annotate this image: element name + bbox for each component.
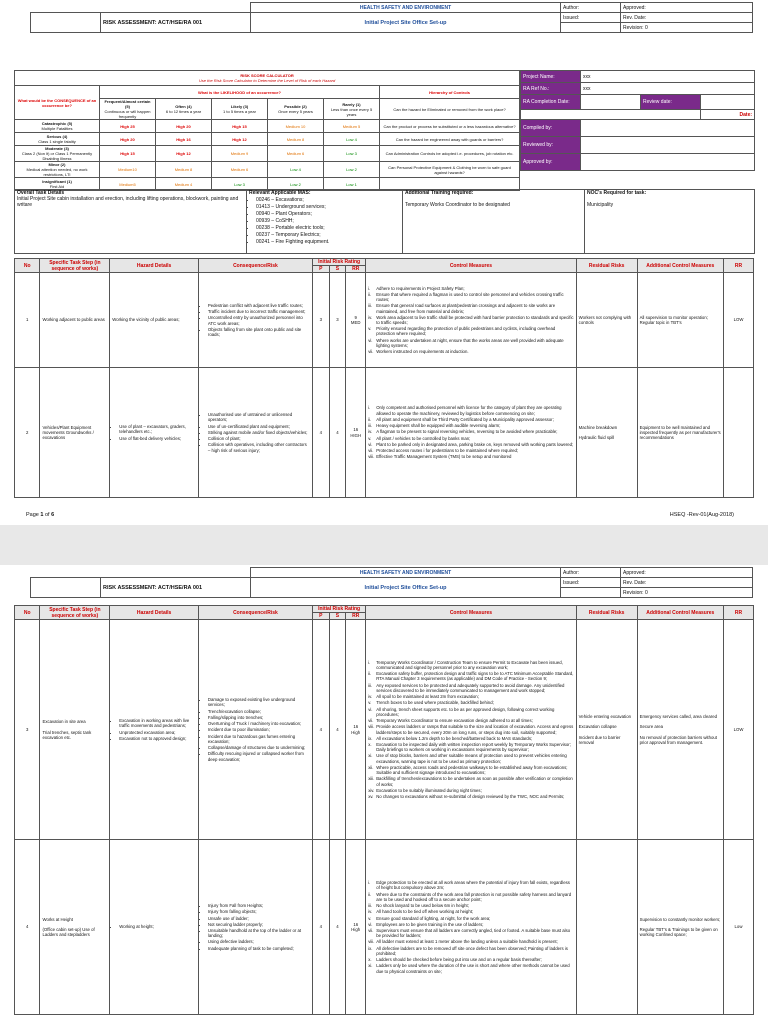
consequence-item: • Injury from falling objects; <box>208 909 310 914</box>
consequence-item: • Using defective ladders; <box>208 939 310 944</box>
consequence-item: • Injury from Fall from Heights; <box>208 903 310 908</box>
hazard-item: • Use of plant – excavators, graders, telehandlers etc.; <box>119 424 196 434</box>
likelihood-col-1: Rarely (1) Less than once every 5 years <box>324 99 380 120</box>
training-text: Temporary Works Coordinator to be designated <box>405 202 510 208</box>
author-label: Author: <box>561 3 621 13</box>
row-number: 4 <box>15 840 40 1015</box>
project-name-value: xxx <box>581 71 755 83</box>
mas-item: • 00939 – CoSHH; <box>256 218 400 224</box>
additional-controls: Equipment to be well maintained and inspected frequently as per manufacturer's recommendations <box>637 368 723 498</box>
control-item: ii. Where due to the constraints of the work area fall protection is not possible safety harness and lanyard are to be used and hooked off to a secure anchor point; <box>368 891 572 902</box>
hierarchy-control: Can Personal Protective Equipment & Clothing be worn to safe guard against hazards? <box>380 162 520 178</box>
risk-score-cell: Low 1 <box>324 178 380 191</box>
control-item: iv. A flagman to be present to signal reversing vehicles, reversing to be avoided where practicable; <box>368 429 558 435</box>
risk-score-cell: Medium 4 <box>156 178 212 191</box>
consequence-item: • Difficulty rescuing injured or collapsed worker from deep excavation; <box>208 751 310 761</box>
control-item: xii. Where practicable, access roads and pedestrian walkways to be established away from excavations; Suitable and sufficient signage introduced to excavations; <box>368 764 568 776</box>
mas-item: • 00241 – Fire Fighting equipment. <box>256 239 400 245</box>
severity: 4 <box>329 620 346 840</box>
control-item: v. Trench boxes to be used where practicable, backfilled behind; <box>368 700 494 706</box>
consequence-level: Insignificant (1) First Aid <box>15 178 100 191</box>
col-consequence: Consequence/Risk <box>198 259 312 273</box>
row-number: 3 <box>15 620 40 840</box>
consequence-item: • Unsafe use of ladder; <box>208 916 310 921</box>
col-no-2: No <box>15 606 40 620</box>
issued-label: Issued: <box>561 13 621 23</box>
ra-completion-label: RA Completion Date: <box>521 95 581 110</box>
risk-score-cell: Medium5 <box>100 178 156 191</box>
risk-score-cell: Medium10 <box>100 162 156 178</box>
hierarchy-title: Hierarchy of Controls <box>380 86 520 99</box>
consequence-level: Minor (2) Medical attention needed, no work restrictions, LTI <box>15 162 100 178</box>
control-measures <box>366 273 576 368</box>
col-rr-final: RR <box>724 259 754 273</box>
additional-controls: Supervision to constantly monitor workers; Regular TBT's & Trainings to be given on working Confined space; <box>637 840 723 1015</box>
consequence-item: • Damage to exposed existing live underground services; <box>208 697 310 707</box>
control-item: ix. All defective ladders are to be removed off site once defect has been observed; Painting of ladders is prohibited; <box>368 945 568 956</box>
rev-date-label-2: Rev. Date: <box>621 578 753 588</box>
likelihood-col-4: Often (4) 6 to 12 times a year <box>156 99 212 120</box>
control-item: v. All plant / vehicles to be controlled by banks man; <box>368 435 471 441</box>
hazard-item: • Working at height; <box>119 924 196 929</box>
control-item: x. Ladders should be checked before being put into use and on a regular basis thereafter; <box>368 957 542 963</box>
risk-score-cell: Medium 6 <box>268 146 324 162</box>
control-item: iii. Heavy equipment shall be equipped with audible reversing alarm; <box>368 423 501 429</box>
hazard-details <box>110 620 199 840</box>
ra-ref-label: RA Ref No.: <box>521 83 581 95</box>
calculator-subtitle: Use the Risk Score Calculator to Determine the Level of Risk of each Hazard <box>198 78 336 83</box>
likelihood-col-3: Likely (3) 1 to 5 times a year <box>212 99 268 120</box>
consequence-item: • Use of un-certificated plant and equipment; <box>208 424 310 429</box>
page-2 <box>0 565 768 1024</box>
date-label: Date: <box>701 110 755 120</box>
control-item: vi. Employees are to be given training in the use of ladders; <box>368 921 484 927</box>
risk-table-page-1 <box>14 258 754 498</box>
mas-list <box>249 197 400 245</box>
col-additional: Additional Control Measures <box>637 259 723 273</box>
risk-score-cell: Low 3 <box>212 178 268 191</box>
risk-score-calculator <box>14 70 520 191</box>
severity: 4 <box>329 368 346 498</box>
calculator-title: RISK SCORE CALCULATOR <box>240 72 294 78</box>
consequence-item: • Incident due to hazardous gas fumes entering excavation; <box>208 734 310 744</box>
training-label: Additional Training required: <box>405 190 474 196</box>
control-item: v. Priority ensured regarding the protection of public pedestrians and cyclists, including overhead protection where required; <box>368 326 556 337</box>
hierarchy-control: Can the product or process be substituted or a less hazardous alternative? <box>380 120 520 133</box>
severity: 4 <box>329 840 346 1015</box>
risk-score-cell: Low 2 <box>324 162 380 178</box>
control-item: vi. Where works are undertaken at night, ensure that the works areas are well provided with adequate lighting systems; <box>368 337 564 348</box>
overall-task-text: Initial Project Site cabin installation and erection, including lifting operations, blockwork, painting and writare <box>17 196 239 208</box>
risk-rating: 9 MED <box>346 273 366 368</box>
approved-label-2: Approved: <box>621 568 753 578</box>
hierarchy-eliminate: Can the hazard be Eliminated or removed from the work place? <box>380 99 520 120</box>
risk-row <box>15 368 754 498</box>
control-item: iv. Work area adjacent to live traffic shall be protected with hard barrier protection to standards and specific to traffic speeds; <box>368 314 574 325</box>
page-footer-right: HSEQ -Rev-01(Aug-2018) <box>669 512 734 518</box>
control-item: i. Temporary Works Coordinator / Construction Team to ensure Permit to Excavate has been issued, communicated and signed by personnel prior to any excavation work; <box>368 659 563 670</box>
consequence-item: • Trench/excavation collapse; <box>208 709 310 714</box>
risk-score-cell: Medium 6 <box>212 162 268 178</box>
control-item: xi. Ladders only be used where the duration of the use is short and where other methods cannot be used due to physical constraints on site; <box>368 963 570 974</box>
risk-score-cell: High 16 <box>156 133 212 146</box>
control-item: x. Excavation to be inspected daily with written inspection report weekly by Temporary Works Supervisor; Daily briefings to workers on working in excavations requirements by supervisor; <box>368 741 571 753</box>
control-item: ix. All excavations below 1.2m depth to be benched/battered back to MAS standards; <box>368 735 533 741</box>
col-rr: RR <box>346 266 366 273</box>
hazard-item: • Excavation not to approved design; <box>119 736 196 741</box>
risk-row <box>15 840 754 1015</box>
col-s: S <box>329 266 346 273</box>
task-step: Excavation in site area Trial trenches, septic tank excavation etc. <box>40 620 110 840</box>
consequence-item: • Collapse/damage of structures due to undermining; <box>208 745 310 750</box>
calculator-row <box>15 133 520 146</box>
page-footer-left: Page 1 of 6 <box>26 512 55 518</box>
ra-ref-value: xxx <box>581 83 755 95</box>
control-item: viii. Effective Traffic Management System (TMS) to be setup and monitored <box>368 454 512 460</box>
control-item: ii. Ensure that where required a flagman is used to control site personnel and vehicles crossing traffic routes; <box>368 291 564 303</box>
col-initial-rating: Initial Risk Rating <box>313 259 366 266</box>
hazard-details <box>110 368 199 498</box>
consequence-item: • Inadequate planning of task to be completed; <box>208 946 310 951</box>
probability: 3 <box>313 273 330 368</box>
consequence-item: • Objects falling from site plant onto public and site roads; <box>208 327 310 337</box>
hazard-details <box>110 840 199 1015</box>
task-step: Works at Height (Office cabin set-up) Use of Ladders and stepladders <box>40 840 110 1015</box>
consequence-question: What would be the CONSEQUENCE of an occurrence be? <box>15 86 100 120</box>
control-item: xi. Use of stop blocks, barriers and other suitable means of protection used to prevent vehicles entering excavations, warning tape is not to be used as primary protection; <box>368 753 567 764</box>
risk-score-cell: Low 3 <box>324 146 380 162</box>
consequence-item: • Striking against mobile and/or fixed objects/vehicles; <box>208 430 310 435</box>
mas-item: • 00237 – Temporary Electrics; <box>256 232 400 238</box>
mas-item: • 00238 – Portable electric tools; <box>256 225 400 231</box>
col-initial-rating-2: Initial Risk Rating <box>313 606 366 613</box>
rev-date-label: Rev. Date: <box>621 13 753 23</box>
control-item: iii. Any exposed services to be protected and adequately supported to avoid damage. Any unidentified services discovered to be immediately communicated to management and work stopped; <box>368 682 565 693</box>
control-item: vii. Protected access routes i for pedestrians to be maintained where required; <box>368 448 519 454</box>
author-label-2: Author: <box>561 568 621 578</box>
consequence-item: • Not securing ladder properly; <box>208 922 310 927</box>
approved-label: Approved: <box>621 3 753 13</box>
consequence-risk <box>198 620 312 840</box>
control-item: vii. Supervisors must ensure that all ladders are correctly angled, tied or footed. A suitable base must also be provided for ladders; <box>368 928 571 939</box>
noc-label: NOC's Required for task: <box>587 190 647 196</box>
consequence-item: • Uncontrolled entry by unauthorized personnel into ATC work areas; <box>208 315 310 325</box>
consequence-risk <box>198 840 312 1015</box>
final-risk-rating: Low <box>724 840 754 1015</box>
col-consequence-2: Consequence/Risk <box>198 606 312 620</box>
consequence-item: • Falling/slipping into trenches; <box>208 715 310 720</box>
control-item: xiii. Backfilling of trenches/excavations to be undertaken as soon as possible after verification or completion of works; <box>368 776 573 787</box>
control-item: vi. Plant to be parked only in designated area, parking brake on, keys removed with working parts lowered; <box>368 441 574 447</box>
control-item: i. Adhere to requirements in Project Safety Plan; <box>368 285 465 291</box>
control-item: iv. All hand tools to be tied off when working at height; <box>368 909 474 915</box>
final-risk-rating: LOW <box>724 273 754 368</box>
control-item: xiv. Excavation to be suitably illuminated during night times; <box>368 787 482 793</box>
col-rr-2: RR <box>346 613 366 620</box>
col-rr-final-2: RR <box>724 606 754 620</box>
consequence-level: Moderate (3) Class 2 (Non lt) or Class 1 Permanently Disabling Illness <box>15 146 100 162</box>
risk-score-cell: Low 4 <box>268 162 324 178</box>
additional-controls: All supervision to monitor operation; Regular topic in TBT's <box>637 273 723 368</box>
risk-score-cell: High 25 <box>100 120 156 133</box>
col-control-2: Control Measures <box>366 606 576 620</box>
risk-score-cell: High 15 <box>100 146 156 162</box>
mas-label: Relevant Applicable MAS: <box>249 190 311 196</box>
control-item: iii. No shock lanyard to be used below 6m in height; <box>368 903 469 909</box>
task-step: Vehicles/Plant Equipment movements Groundworks / excavations <box>40 368 110 498</box>
row-number: 2 <box>15 368 40 498</box>
project-info <box>520 70 755 171</box>
residual-risks: Vehicle entering excavation Excavation collapse Incident due to barrier removal <box>576 620 637 840</box>
control-item: ii. All plant and equipment shall be Third Party Certificated by a Municipality approved assessor; <box>368 416 554 422</box>
control-item: vii. Workers instructed on requirements at induction. <box>368 349 469 355</box>
control-item: iv. All spoil to be maintained at least 2m from excavation; <box>368 694 479 700</box>
residual-risks: Workers not complying with controls <box>576 273 637 368</box>
risk-score-cell: Medium 10 <box>268 120 324 133</box>
consequence-item: • Unauthorised use of untrained or unlicensed operators; <box>208 412 310 422</box>
consequence-item: • Incident due to poor illumination; <box>208 727 310 732</box>
severity: 3 <box>329 273 346 368</box>
mas-item: • 00246 – Excavations; <box>256 197 400 203</box>
likelihood-question: What is the LIKELIHOOD of an occurrence? <box>100 86 380 99</box>
col-residual-2: Residual Risks <box>576 606 637 620</box>
control-item: vi. All shoring, trench sheet supports etc. to be as per approved design, following correct working procedures; <box>368 706 555 717</box>
col-p-2: P <box>313 613 330 620</box>
compiled-by-label: Compiled by: <box>521 120 581 137</box>
risk-score-cell: Low 4 <box>324 133 380 146</box>
additional-controls: Emergency services called, area cleared Secure area No removal of protection barriers without prior approval from management. <box>637 620 723 840</box>
calculator-row <box>15 120 520 133</box>
document-title: Initial Project Site Office Set-up <box>251 13 561 33</box>
risk-rating: 16 High <box>346 620 366 840</box>
control-measures <box>366 620 576 840</box>
risk-table-page-2 <box>14 605 754 1015</box>
page-separator <box>0 525 768 565</box>
risk-score-cell: High 20 <box>100 133 156 146</box>
control-item: viii. Provide access ladders or ramps that suitable to the size and location of excavation. Access and egress ladders/steps to be secured, every 20m on long runs, or steps dug into soil, suitably supported; <box>368 724 574 735</box>
probability: 4 <box>313 368 330 498</box>
hierarchy-control: Can the hazard be engineered away with guards or barriers? <box>380 133 520 146</box>
revision-label-2: Revision: 0 <box>621 588 753 598</box>
risk-rating: 16 High <box>346 840 366 1015</box>
hazard-item: • Use of flat-bed delivery vehicles; <box>119 436 196 441</box>
overall-task-label: Overall Task Details <box>17 190 65 196</box>
consequence-item: • Pedestrian conflict with adjacent live traffic routes; <box>208 303 310 308</box>
hse-title: HEALTH SAFETY AND ENVIRONMENT <box>251 3 561 13</box>
control-item: xv. No changes to excavations without re-submittal of design reviewed by the TWC, NOC and Permits; <box>368 794 565 800</box>
control-measures <box>366 368 576 498</box>
risk-row <box>15 620 754 840</box>
mas-item: • 00940 – Plant Operators; <box>256 211 400 217</box>
col-control: Control Measures <box>366 259 576 273</box>
document-header <box>30 2 753 33</box>
control-measures <box>366 840 576 1015</box>
col-additional-2: Additional Control Measures <box>637 606 723 620</box>
col-p: P <box>313 266 330 273</box>
control-item: ii. Excavation safety buffer, protection design and traffic signs to be to ATC Minimum Acceptable Standard, RTA Manual Chapter 3 requirements (as applicable) and DM Code of Practice - Section 9; <box>368 671 574 682</box>
document-title-2: Initial Project Site Office Set-up <box>251 578 561 598</box>
hse-title-2: HEALTH SAFETY AND ENVIRONMENT <box>251 568 561 578</box>
consequence-item: • Collision with operatives, including other contractors – high risk of serious injury; <box>208 442 310 452</box>
risk-score-cell: Low 2 <box>268 178 324 191</box>
consequence-risk <box>198 368 312 498</box>
overall-task-details <box>14 189 755 254</box>
risk-assessment-code: RISK ASSESSMENT: ACT/HSE/RA 001 <box>101 13 251 33</box>
risk-score-cell: Medium 8 <box>156 162 212 178</box>
document-header-2 <box>30 567 753 598</box>
risk-score-cell: Medium 5 <box>324 120 380 133</box>
col-residual: Residual Risks <box>576 259 637 273</box>
control-item: viii. All ladder must extend at least 1 meter above the landing unless a suitable handhold is present; <box>368 939 558 945</box>
revision-label: Revision: 0 <box>621 23 753 33</box>
control-item: i. Only competent and authorised personnel with licence for the category of plant they are operating allowed to operate the machinery, reviewed by logistics before commencing on site; <box>368 405 562 416</box>
reviewed-by-label: Reviewed by: <box>521 137 581 154</box>
col-task-step: Specific Task Step (in sequence of works) <box>40 259 110 273</box>
control-item: iii. Ensure that general road surfaces at plant/pedestrian crossings and adjacent to site works are maintained, and free from material and debris; <box>368 303 556 314</box>
consequence-level: Serious (4) Class 1 single fatality <box>15 133 100 146</box>
consequence-level: Catastrophic (5) Multiple Fatalities <box>15 120 100 133</box>
task-step: Working adjacent to public areas <box>40 273 110 368</box>
row-number: 1 <box>15 273 40 368</box>
consequence-item: • Overturning of Truck / machinery into excavation; <box>208 721 310 726</box>
hazard-text: Working the vicinity of public areas; <box>112 317 180 323</box>
final-risk-rating: LOW <box>724 620 754 840</box>
risk-rating: 16 HIGH <box>346 368 366 498</box>
col-s-2: S <box>329 613 346 620</box>
approved-by-label: Approved by: <box>521 154 581 171</box>
consequence-item: • Unsuitable handhold at the top of the ladder or at landing; <box>208 928 310 938</box>
control-item: i. Edge protection to be erected at all work areas where the potential of injury from fall exists, regardless of height but compulsory above 2m; <box>368 880 570 891</box>
col-task-step-2: Specific Task Step (in sequence of works) <box>40 606 110 620</box>
issued-label-2: Issued: <box>561 578 621 588</box>
hazard-details <box>110 273 199 368</box>
risk-score-cell: High 20 <box>156 120 212 133</box>
col-no: No <box>15 259 40 273</box>
risk-score-cell: High 12 <box>212 133 268 146</box>
final-risk-rating <box>724 368 754 498</box>
control-item: v. Ensure good standard of lighting, at night, for the work area; <box>368 915 491 921</box>
residual-risks <box>576 840 637 1015</box>
noc-text: Municipality <box>587 202 614 208</box>
mas-item: • 01413 – Underground services; <box>256 204 400 210</box>
hierarchy-control: Can Administration Controls be adopted i.e. procedures, job rotation etc. <box>380 146 520 162</box>
likelihood-col-2: Possible (2) Once every 5 years <box>268 99 324 120</box>
consequence-risk <box>198 273 312 368</box>
risk-score-cell: Medium 9 <box>212 146 268 162</box>
risk-score-cell: High 12 <box>156 146 212 162</box>
hazard-item: • Unprotected excavation area; <box>119 730 196 735</box>
risk-score-cell: High 15 <box>212 120 268 133</box>
review-date-label: Review date: <box>641 95 701 110</box>
calculator-row <box>15 162 520 178</box>
risk-row <box>15 273 754 368</box>
control-item: vii. Temporary Works Coordinator to ensure excavation design adhered to at all times; <box>368 718 533 724</box>
risk-score-cell: Medium 8 <box>268 133 324 146</box>
risk-assessment-code-2: RISK ASSESSMENT: ACT/HSE/RA 001 <box>101 578 251 598</box>
consequence-item: • Collision of plant; <box>208 436 310 441</box>
col-hazard: Hazard Details <box>110 259 199 273</box>
probability: 4 <box>313 840 330 1015</box>
hazard-item: • Excavation in working areas with live traffic movements and pedestrians; <box>119 718 196 728</box>
likelihood-col-5: Frequent/Almost certain (5) Continuous or will happen frequently <box>100 99 156 120</box>
probability: 4 <box>313 620 330 840</box>
col-hazard-2: Hazard Details <box>110 606 199 620</box>
residual-risks: Machine breakdown Hydraulic fluid spill <box>576 368 637 498</box>
project-name-label: Project Name: <box>521 71 581 83</box>
calculator-row <box>15 146 520 162</box>
consequence-item: • Traffic incident due to incorrect traffic management; <box>208 309 310 314</box>
